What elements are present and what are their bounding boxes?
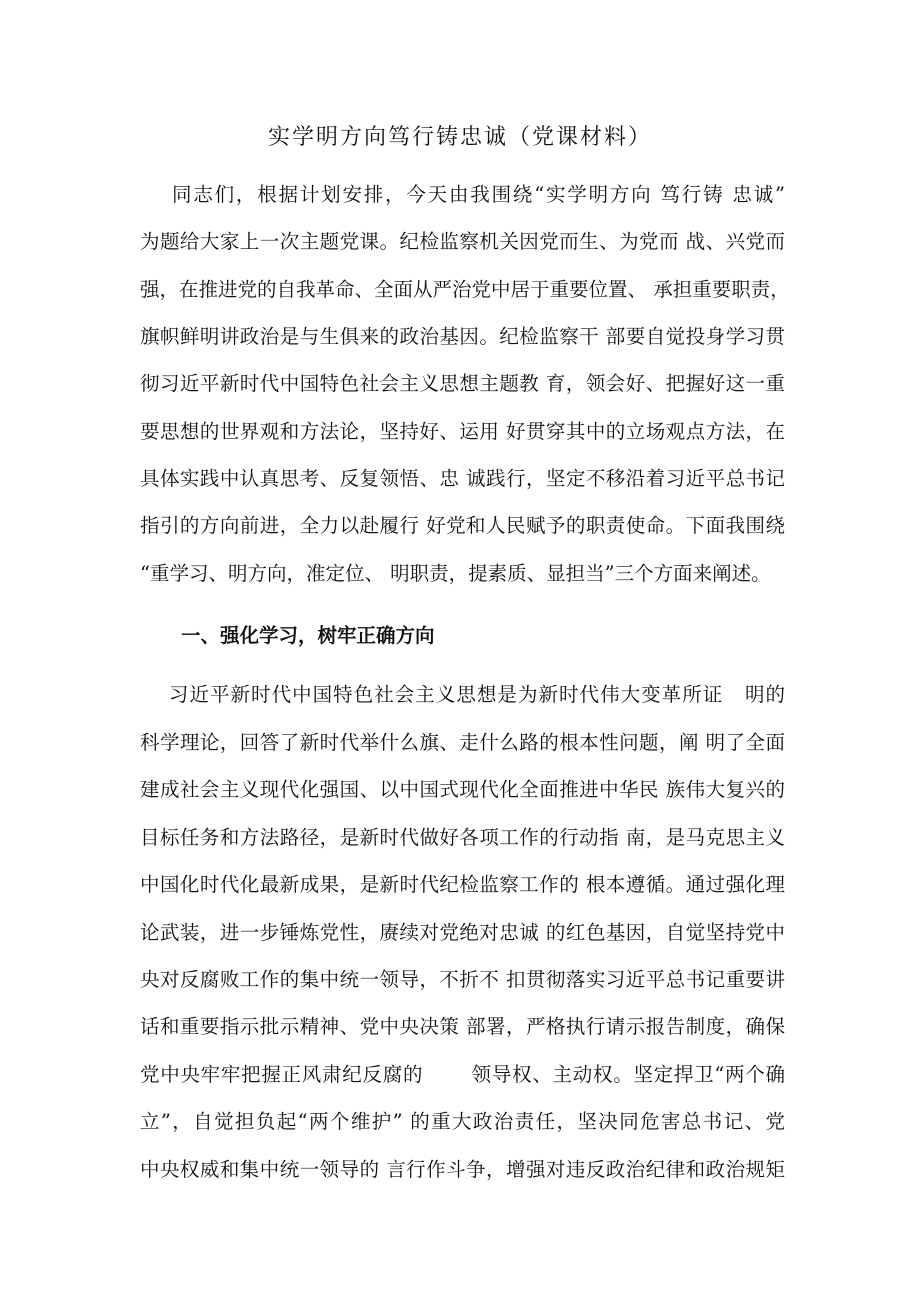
paragraph-1-line: 为题给大家上一次主题党课。纪检监察机关因党而生、为党而 战、兴党而 [140,230,785,253]
paragraph-2-line: 建成社会主义现代化强国、以中国式现代化全面推进中华民 族伟大复兴的 [140,778,785,801]
paragraph-1-line: 旗帜鲜明讲政治是与生俱来的政治基因。纪检监察干 部要自觉投身学习贯 [140,325,785,348]
paragraph-1-line: 彻习近平新时代中国特色社会主义思想主题教 育，领会好、把握好这一重 [140,372,785,395]
paragraph-2-line: 目标任务和方法路径，是新时代做好各项工作的行动指 南，是马克思主义 [140,826,785,849]
paragraph-1-line: 强，在推进党的自我革命、全面从严治党中居于重要位置、 承担重要职责， [140,278,790,301]
paragraph-2-line: 习近平新时代中国特色社会主义思想是为新时代伟大变革所证 明的 [140,683,785,706]
paragraph-1-line: 同志们，根据计划安排，今天由我围绕“实学明方向 笃行铸 忠诚” [140,183,785,206]
paragraph-1-line: 指引的方向前进，全力以赴履行 好党和人民赋予的职责使命。下面我围绕 [140,514,785,537]
paragraph-2-line: 论武装，进一步锤炼党性，赓续对党绝对忠诚 的红色基因，自觉坚持党中 [140,921,785,944]
paragraph-1-line: “重学习、明方向，准定位、 明职责，提素质、显担当”三个方面来阐述。 [140,562,771,585]
document-title: 实学明方向笃行铸忠诚（党课材料） [267,125,652,150]
paragraph-1-line: 要思想的世界观和方法论，坚持好、运用 好贯穿其中的立场观点方法，在 [140,420,785,443]
paragraph-2-line: 央对反腐败工作的集中统一领导，不折不 扣贯彻落实习近平总书记重要讲 [140,968,785,991]
paragraph-1-line: 具体实践中认真思考、反复领悟、忠 诚践行，坚定不移沿着习近平总书记 [140,467,785,490]
paragraph-2-line: 立”，自觉担负起“两个维护” 的重大政治责任，坚决同危害总书记、党 [140,1110,785,1133]
paragraph-2-line: 中国化时代化最新成果，是新时代纪检监察工作的 根本遵循。通过强化理 [140,873,785,896]
paragraph-2-line: 党中央牢牢把握正风肃纪反腐的 领导权、主动权。坚定捍卫“两个确 [140,1063,785,1086]
paragraph-2-line: 话和重要指示批示精神、党中央决策 部署，严格执行请示报告制度，确保 [140,1015,785,1038]
section-1-heading: 一、强化学习，树牢正确方向 [181,624,435,647]
paragraph-2-line: 科学理论，回答了新时代举什么旗、走什么路的根本性问题，阐 明了全面 [140,731,785,754]
paragraph-2-line: 中央权威和集中统一领导的 言行作斗争，增强对违反政治纪律和政治规矩 [140,1158,785,1181]
